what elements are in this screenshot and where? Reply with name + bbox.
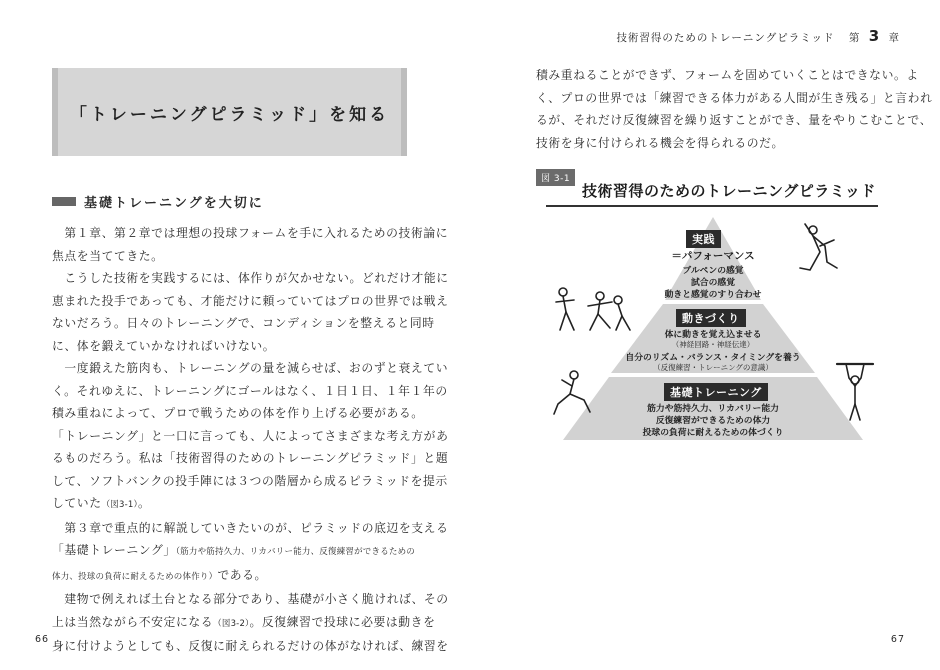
- body-line: るが、それだけ反復練習を繰り返すことができ、量をやりこむことで、: [536, 113, 932, 127]
- body-line: るものだろう。私は「技術習得のためのトレーニングピラミッド」と題: [52, 451, 449, 465]
- pullup-figure-icon: [837, 364, 873, 420]
- tier-text: 筋力や筋持久力、リカバリー能力: [647, 404, 779, 414]
- body-line: 恵まれた投手であっても、才能だけに頼っていてはプロの世界では戦え: [52, 293, 449, 308]
- body-text-span: していた: [52, 496, 102, 510]
- body-line: 身に付けようとしても、反復に耐えられるだけの体がなければ、練習を: [52, 639, 449, 653]
- section-heading-label: 基礎トレーニングを大切に: [84, 195, 264, 211]
- body-text-span: である。: [217, 567, 267, 582]
- lunge-figure-icon: [554, 371, 590, 414]
- chapter-title: 「トレーニングピラミッド」を知る: [69, 105, 390, 125]
- tier-text: ブルペンの感覚: [682, 266, 744, 276]
- section-heading: [52, 193, 264, 209]
- body-line: 建物で例えれば土台となる部分であり、基礎が小さく脆ければ、その: [52, 592, 449, 606]
- body-line: 積み重ねることができず、フォームを固めていくことはできない。よ: [536, 68, 919, 82]
- body-text-span: 上は当然ながら不安定になる: [52, 614, 214, 629]
- body-small-text: 体力、投球の負荷に耐えるための体作り）: [52, 571, 218, 582]
- tier-text: 反復練習ができるための体力: [655, 416, 771, 426]
- body-line: [52, 539, 416, 564]
- left-body-text: [52, 222, 449, 658]
- body-line: [52, 564, 412, 589]
- body-line: 第１章、第２章では理想の投球フォームを手に入れるための技術論に: [52, 226, 449, 240]
- body-line: 第３章で重点的に解説していきたいのが、ピラミッドの底辺を支える: [52, 520, 449, 535]
- body-line: に、体を鍛えていかなければいけない。: [52, 338, 276, 353]
- section-heading-bar: [52, 197, 76, 206]
- tier-label-practice: 実践: [686, 230, 721, 248]
- running-head-title: 技術習得のためのトレーニングピラミッド: [616, 32, 835, 44]
- body-line: 「トレーニング」と一口に言っても、人によってさまざまな考え方があ: [52, 428, 449, 443]
- body-line: こうした技術を実践するには、体作りが欠かせない。どれだけ才能に: [52, 271, 449, 285]
- body-text-span: 「基礎トレーニング」: [52, 543, 176, 557]
- figure-reference: （図3-2）: [213, 618, 250, 629]
- body-text-span: 。反復練習で投球に必要は動きを: [249, 614, 436, 629]
- pitcher-figure-icon: [800, 224, 837, 270]
- tier-text: 自分のリズム・バランス・タイミングを養う: [625, 353, 801, 363]
- body-line: [52, 492, 412, 517]
- tier-text: （反復練習・トレーニングの意識）: [653, 363, 773, 372]
- tier-text: 動きと感覚のすり合わせ: [664, 290, 762, 300]
- right-page: [470, 0, 940, 670]
- page-number-right: 67: [890, 634, 905, 645]
- tier-text: （神経回路・神経伝達）: [671, 340, 755, 349]
- page-number-left: 66: [35, 634, 50, 645]
- running-head-chapter-pre: 第: [848, 32, 861, 44]
- figure-tag: 図 3-1: [536, 169, 575, 186]
- figure-title: 技術習得のためのトレーニングピラミッド: [582, 182, 876, 200]
- tier-text: 試合の感覚: [691, 278, 735, 288]
- body-line: く、プロの世界では「練習できる体力がある人間が生き残る」と言われ: [536, 90, 933, 105]
- body-line: 積み重ねによって、プロで戦うための体を作り上げる必要がある。: [52, 406, 424, 420]
- tier-text: 体に動きを覚え込ませる: [664, 330, 762, 340]
- body-line: く。それゆえに、トレーニングにゴールはなく、１日１日、１年１年の: [52, 383, 448, 398]
- body-line: して、ソフトバンクの投手陣には３つの階層から成るピラミッドを提示: [52, 473, 448, 488]
- running-head-chapter-number: 3: [868, 27, 881, 45]
- body-line: [52, 611, 436, 636]
- running-head-chapter-post: 章: [888, 32, 900, 44]
- fielder-figures-icon: [556, 288, 630, 330]
- body-line: 一度鍛えた筋肉も、トレーニングの量を減らせば、おのずと衰えてい: [52, 361, 449, 375]
- tier-text: ＝パフォーマンス: [671, 250, 755, 262]
- body-line: ないだろう。日々のトレーニングで、コンディションを整えると同時: [52, 316, 435, 330]
- body-line: 焦点を当ててきた。: [52, 248, 164, 263]
- tier-label-foundation: 基礎トレーニング: [664, 383, 768, 401]
- figure-reference: （図3-1）: [101, 500, 138, 510]
- body-small-text: （筋力や筋持久力、リカバリー能力、反復練習ができるための: [175, 547, 416, 557]
- body-text-span: 。: [137, 496, 151, 510]
- body-line: 技術を身に付けられる機会を得られるのだ。: [536, 135, 784, 150]
- tier-label-movement: 動きづくり: [676, 309, 746, 327]
- chapter-title-box: [52, 68, 407, 156]
- tier-text: 投球の負荷に耐えるための体づくり: [642, 428, 784, 438]
